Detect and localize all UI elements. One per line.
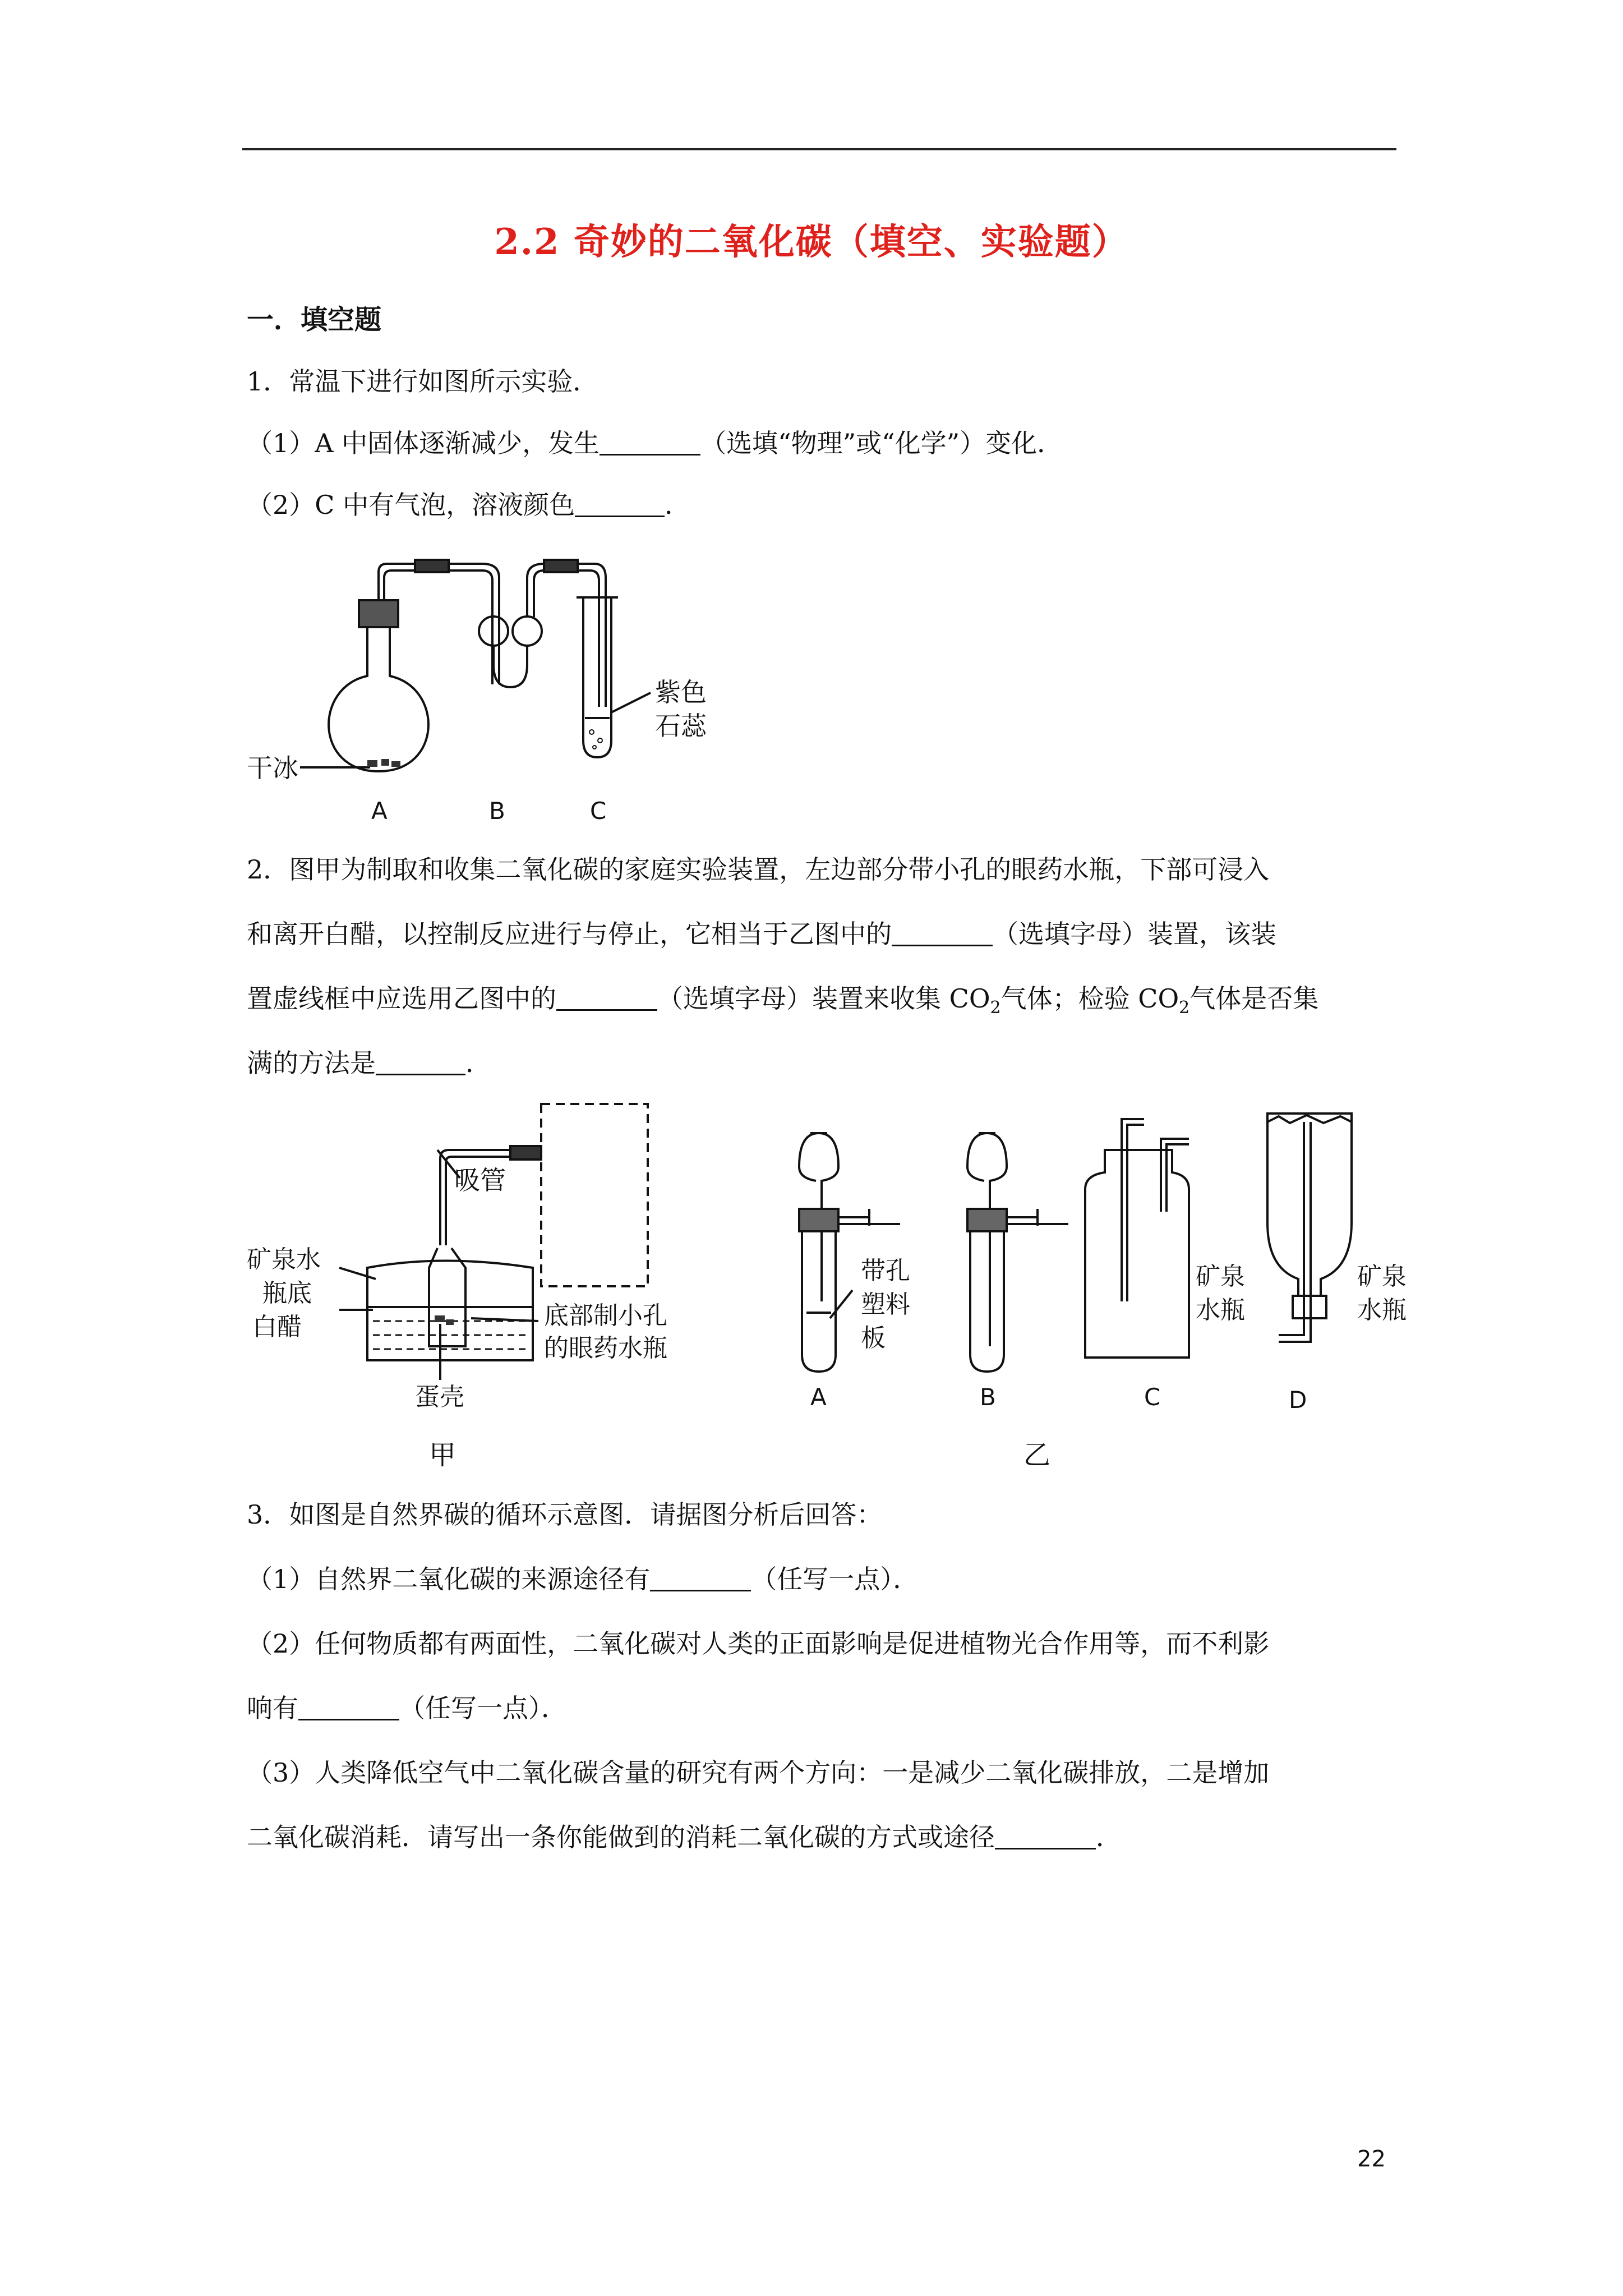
collection-box — [541, 1104, 648, 1286]
q1-part1-text: （1）A 中固体逐渐减少，发生 — [247, 428, 600, 458]
label-yi: 乙 — [1023, 1439, 1051, 1471]
q3-part3-line2 — [247, 1820, 1122, 1854]
subscript: 2 — [1179, 998, 1190, 1018]
q2-line2-text-after: （选填字母）装置，该装 — [993, 919, 1276, 949]
label-vinegar: 白醋 — [252, 1313, 302, 1341]
q1-apparatus-figure — [247, 539, 751, 841]
page-title: 2.2 奇妙的二氧化碳（填空、实验题） — [494, 221, 1129, 263]
test-tube-a-icon — [802, 1212, 836, 1372]
bottle-c-icon — [1085, 1150, 1189, 1358]
q2-line3 — [247, 982, 1318, 1025]
q3-part2-text: 响有 — [247, 1693, 298, 1723]
label-d-bottle-2: 水瓶 — [1357, 1296, 1407, 1324]
q3-part3-text-after: ． — [1096, 1822, 1122, 1852]
q2-line1: 2．图甲为制取和收集二氧化碳的家庭实验装置，左边部分带小孔的眼药水瓶，下部可浸入 — [247, 854, 1270, 885]
label-a: A — [810, 1383, 827, 1411]
label-bottle-bottom-1: 矿泉水 — [247, 1245, 321, 1274]
q3-part1-text-after: （任写一点）． — [751, 1564, 919, 1594]
label-straw: 吸管 — [454, 1165, 506, 1195]
label-eggshell: 蛋壳 — [415, 1383, 464, 1411]
q3-part3-text: 二氧化碳消耗．请写出一条你能做到的消耗二氧化碳的方式或途径 — [247, 1822, 995, 1852]
label-c: C — [1144, 1383, 1161, 1411]
label-litmus-1: 紫色 — [655, 677, 707, 707]
q3-part2-line2 — [247, 1691, 567, 1725]
q2-line2-text: 和离开白醋，以控制反应进行与停止，它相当于乙图中的 — [247, 919, 892, 949]
q3-part1-text: （1）自然界二氧化碳的来源途径有 — [247, 1564, 651, 1594]
label-c-bottle-1: 矿泉 — [1196, 1262, 1245, 1291]
label-a: A — [371, 797, 388, 825]
q2-line2 — [247, 917, 1276, 951]
label-b: B — [980, 1383, 996, 1411]
answer-blank[interactable] — [376, 1051, 465, 1075]
q3-part1 — [247, 1562, 919, 1596]
q2-figure-jia — [247, 1099, 751, 1481]
label-jia: 甲 — [429, 1439, 457, 1471]
q2-line3-text-mid: （选填字母）装置来收集 CO — [657, 983, 990, 1014]
section-heading: 一．填空题 — [247, 304, 382, 335]
label-litmus-2: 石蕊 — [655, 711, 707, 741]
eyedrop-bottle-icon — [429, 1248, 465, 1346]
header-rule — [242, 148, 1396, 150]
label-plate-1: 带孔 — [861, 1257, 910, 1285]
answer-blank[interactable] — [650, 1567, 751, 1591]
q2-line4-text: 满的方法是 — [247, 1048, 376, 1078]
q1-stem: 1．常温下进行如图所示实验． — [247, 366, 599, 397]
label-d: D — [1289, 1386, 1307, 1414]
flask-icon — [329, 625, 428, 771]
q2-line4-text-after: ． — [465, 1048, 491, 1078]
label-c-bottle-2: 水瓶 — [1196, 1296, 1245, 1324]
label-dry-ice: 干冰 — [247, 753, 298, 783]
q2-line3-text: 置虚线框中应选用乙图中的 — [247, 983, 556, 1014]
answer-blank[interactable] — [600, 431, 700, 455]
q3-part2-line1: （2）任何物质都有两面性，二氧化碳对人类的正面影响是促进植物光合作用等，而不利影 — [247, 1628, 1270, 1659]
label-b: B — [489, 797, 505, 825]
label-eyedrop-1: 底部制小孔 — [544, 1301, 667, 1330]
stopper-icon — [359, 600, 398, 627]
q2-line4 — [247, 1046, 491, 1080]
q2-line3-text-after: 气体是否集 — [1189, 983, 1319, 1014]
q1-part1 — [247, 426, 1063, 460]
label-plate-2: 塑料 — [861, 1290, 910, 1319]
page-number: 22 — [1357, 2146, 1386, 2172]
test-tube-icon — [583, 597, 611, 757]
answer-blank[interactable] — [556, 987, 657, 1011]
answer-blank[interactable] — [298, 1696, 399, 1720]
answer-blank[interactable] — [892, 922, 993, 946]
q1-part1-text-after: （选填“物理”或“化学”）变化． — [700, 428, 1063, 458]
label-eyedrop-2: 的眼药水瓶 — [544, 1334, 667, 1363]
answer-blank[interactable] — [575, 493, 665, 517]
q2-figure-yi — [774, 1099, 1407, 1481]
label-d-bottle-1: 矿泉 — [1357, 1262, 1407, 1291]
q2-line3-text-mid2: 气体；检验 CO — [1000, 983, 1179, 1014]
q3-part3-line1: （3）人类降低空气中二氧化碳含量的研究有两个方向：一是减少二氧化碳排放，二是增加 — [247, 1757, 1270, 1788]
q1-part2-text-after: ． — [665, 490, 691, 520]
subscript: 2 — [990, 998, 1001, 1018]
q1-part2 — [247, 488, 690, 522]
answer-blank[interactable] — [995, 1825, 1096, 1849]
q3-stem: 3．如图是自然界碳的循环示意图．请据图分析后回答： — [247, 1499, 883, 1530]
label-plate-3: 板 — [861, 1324, 886, 1352]
label-c: C — [590, 797, 607, 825]
label-bottle-bottom-2: 瓶底 — [262, 1279, 312, 1308]
q1-part2-text: （2）C 中有气泡，溶液颜色 — [247, 490, 575, 520]
test-tube-b-icon — [970, 1212, 1004, 1372]
q3-part2-text-after: （任写一点）． — [399, 1693, 567, 1723]
